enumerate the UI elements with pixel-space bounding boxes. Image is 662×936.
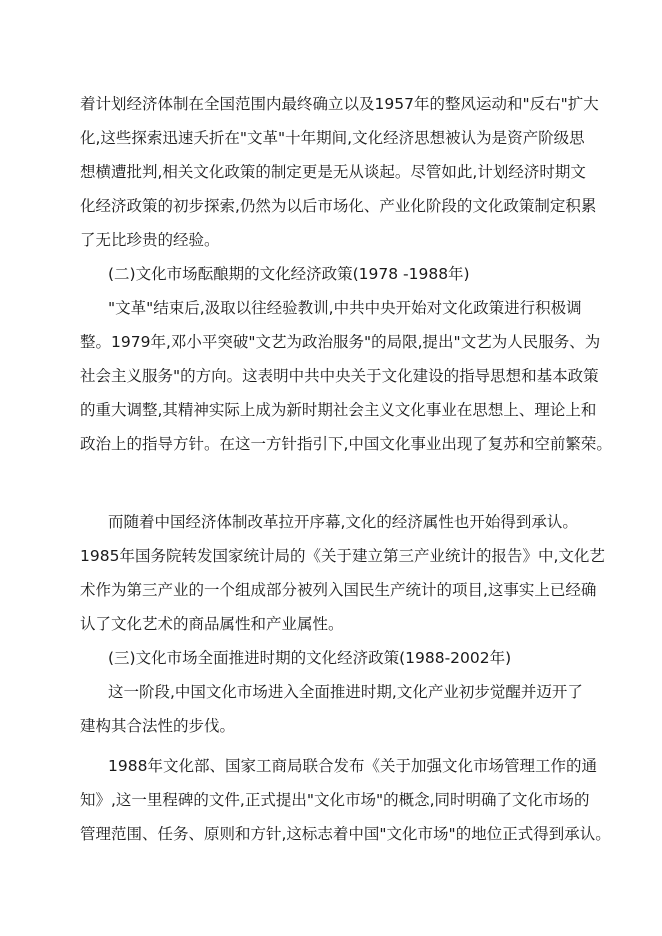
paragraph-line: 政治上的指导方针。在这一方针指引下,中国文化事业出现了复苏和空前繁荣。 [80,435,612,453]
paragraph-line: 的重大调整,其精神实际上成为新时期社会主义文化事业在思想上、理论上和 [80,401,597,419]
paragraph-line: 整。1979年,邓小平突破"文艺为政治服务"的局限,提出"文艺为人民服务、为 [80,333,601,351]
paragraph-line: 这一阶段,中国文化市场进入全面推进时期,文化产业初步觉醒并迈开了 [108,683,583,701]
paragraph-line: "文革"结束后,汲取以往经验教训,中共中央开始对文化政策进行积极调 [108,299,582,317]
section-heading: (二)文化市场酝酿期的文化经济政策(1978 -1988年) [108,265,470,283]
paragraph-line: 1985年国务院转发国家统计局的《关于建立第三产业统计的报告》中,文化艺 [80,547,605,565]
section-heading: (三)文化市场全面推进时期的文化经济政策(1988-2002年) [108,649,512,667]
paragraph-line: 化经济政策的初步探索,仍然为以后市场化、产业化阶段的文化政策制定积累 [80,197,597,215]
paragraph-line: 而随着中国经济体制改革拉开序幕,文化的经济属性也开始得到承认。 [108,513,578,531]
paragraph-line: 知》,这一里程碑的文件,正式提出"文化市场"的概念,同时明确了文化市场的 [80,791,590,809]
paragraph-line: 术作为第三产业的一个组成部分被列入国民生产统计的项目,这事实上已经确 [80,581,597,599]
paragraph-line: 化,这些探索迅速夭折在"文革"十年期间,文化经济思想被认为是资产阶级思 [80,129,585,147]
paragraph-line: 认了文化艺术的商品属性和产业属性。 [80,615,344,633]
paragraph-line: 1988年文化部、国家工商局联合发布《关于加强文化市场管理工作的通 [108,757,597,775]
paragraph-line: 着计划经济体制在全国范围内最终确立以及1957年的整风运动和"反右"扩大 [80,95,599,113]
paragraph-line: 建构其合法性的步伐。 [80,717,236,735]
paragraph-line: 了无比珍贵的经验。 [80,231,220,249]
paragraph-line: 想横遭批判,相关文化政策的制定更是无从谈起。尽管如此,计划经济时期文 [80,163,586,181]
paragraph-line: 管理范围、任务、原则和方针,这标志着中国"文化市场"的地位正式得到承认。 [80,825,611,843]
paragraph-line: 社会主义服务"的方向。这表明中共中央关于文化建设的指导思想和基本政策 [80,367,599,385]
